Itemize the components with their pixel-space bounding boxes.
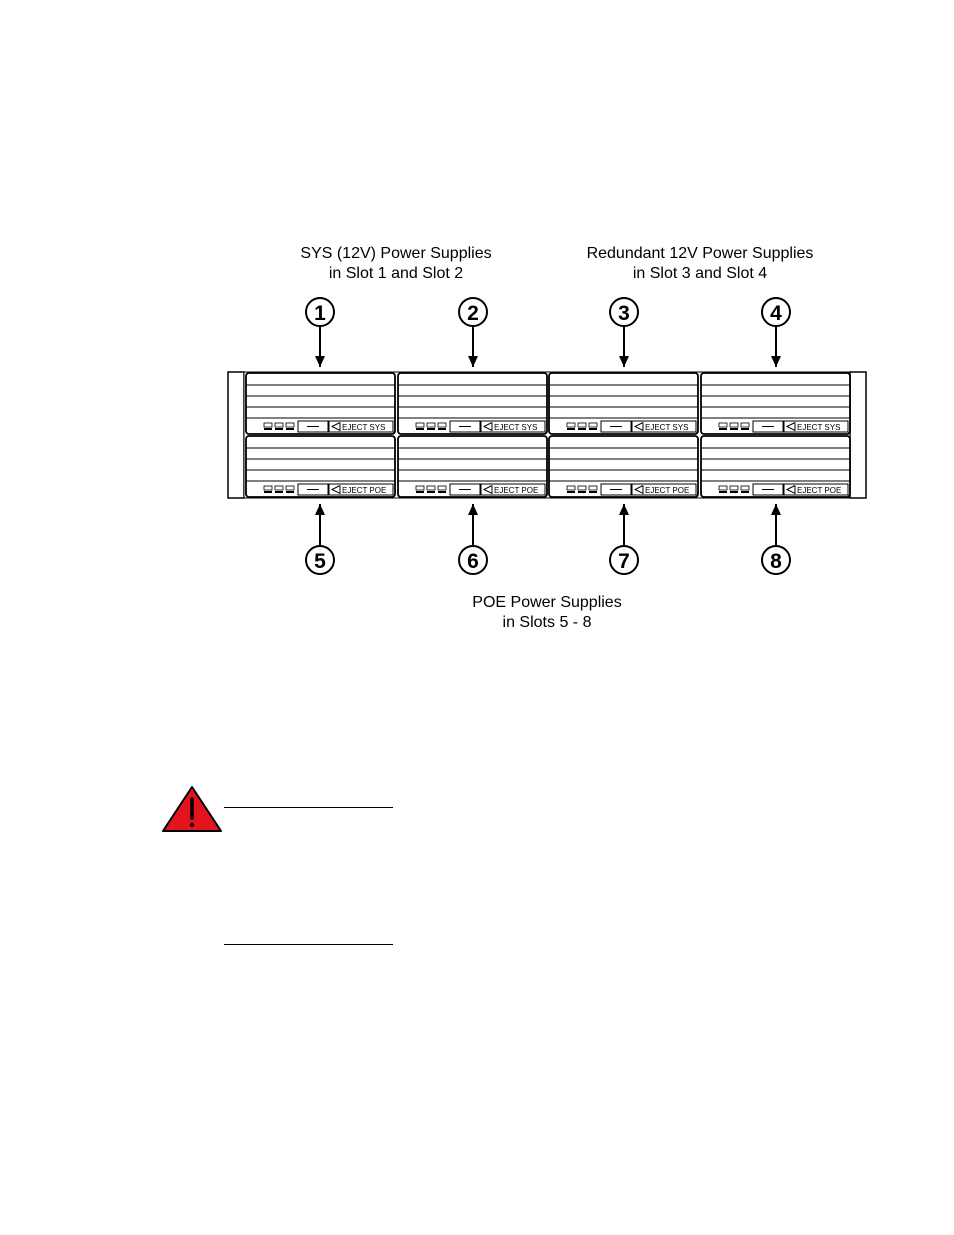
status-led <box>286 423 294 427</box>
callout-arrowhead <box>468 356 478 367</box>
status-led <box>589 486 597 490</box>
callout-number: 3 <box>618 302 630 325</box>
status-led <box>416 486 424 490</box>
status-led <box>438 486 446 490</box>
status-led <box>719 486 727 490</box>
caption-redundant-line1: Redundant 12V Power Supplies <box>586 245 814 262</box>
callout-arrowhead <box>315 504 325 515</box>
power-supply-slot-8 <box>701 436 850 497</box>
power-supply-slot-1 <box>246 373 395 434</box>
status-led <box>264 423 272 427</box>
chassis-ear-right <box>850 372 866 498</box>
led-label <box>275 491 283 493</box>
callout-arrowhead <box>315 356 325 367</box>
callout-number: 2 <box>467 302 479 325</box>
callout-arrowhead <box>468 504 478 515</box>
callout-arrowhead <box>619 504 629 515</box>
led-label <box>416 491 424 493</box>
eject-label: EJECT SYS <box>342 423 386 432</box>
eject-label: EJECT POE <box>342 486 387 495</box>
status-led <box>578 486 586 490</box>
led-label <box>719 428 727 430</box>
led-label <box>427 428 435 430</box>
power-supply-slot-3 <box>549 373 698 434</box>
callout-slot-3 <box>610 298 638 367</box>
led-label <box>578 428 586 430</box>
callout-slot-2 <box>459 298 487 367</box>
status-led <box>427 486 435 490</box>
eject-label: EJECT POE <box>494 486 539 495</box>
led-label <box>416 428 424 430</box>
led-label <box>427 491 435 493</box>
eject-label: EJECT SYS <box>494 423 538 432</box>
led-label <box>719 491 727 493</box>
caption-poe-line1: POE Power Supplies <box>472 594 622 611</box>
status-led <box>719 423 727 427</box>
chassis <box>228 372 866 498</box>
status-led <box>438 423 446 427</box>
led-label <box>286 491 294 493</box>
led-label <box>286 428 294 430</box>
led-label <box>438 428 446 430</box>
caption-redundant-line2: in Slot 3 and Slot 4 <box>632 265 768 282</box>
warning-rule-bottom <box>224 944 393 945</box>
callout-number: 7 <box>618 550 630 573</box>
eject-label: EJECT SYS <box>797 423 841 432</box>
led-label <box>567 491 575 493</box>
status-led <box>416 423 424 427</box>
status-led <box>286 486 294 490</box>
status-led <box>567 423 575 427</box>
led-label <box>741 491 749 493</box>
eject-label: EJECT POE <box>645 486 690 495</box>
callout-slot-4 <box>762 298 790 367</box>
callout-slot-6 <box>459 504 487 574</box>
led-label <box>264 491 272 493</box>
warning-rule-top <box>224 807 393 808</box>
power-supply-slot-2 <box>398 373 547 434</box>
led-label <box>578 491 586 493</box>
callout-slot-8 <box>762 504 790 574</box>
status-led <box>589 423 597 427</box>
led-label <box>567 428 575 430</box>
power-supply-slot-6 <box>398 436 547 497</box>
led-label <box>730 428 738 430</box>
led-label <box>438 491 446 493</box>
power-supply-slot-7 <box>549 436 698 497</box>
led-label <box>589 491 597 493</box>
status-led <box>741 423 749 427</box>
callout-slot-1 <box>306 298 334 367</box>
callout-number: 8 <box>770 550 782 573</box>
chassis-ear-left <box>228 372 244 498</box>
callout-arrowhead <box>771 356 781 367</box>
status-led <box>264 486 272 490</box>
callout-number: 5 <box>314 550 326 573</box>
led-label <box>264 428 272 430</box>
led-label <box>741 428 749 430</box>
power-supply-slot-5 <box>246 436 395 497</box>
status-led <box>567 486 575 490</box>
led-label <box>275 428 283 430</box>
led-label <box>589 428 597 430</box>
status-led <box>427 423 435 427</box>
status-led <box>578 423 586 427</box>
caption-sys-line1: SYS (12V) Power Supplies <box>300 245 492 262</box>
caption-sys-line2: in Slot 1 and Slot 2 <box>328 265 464 282</box>
callout-slot-7 <box>610 504 638 574</box>
callout-number: 4 <box>770 302 782 325</box>
status-led <box>275 423 283 427</box>
callout-number: 1 <box>314 302 326 325</box>
callout-arrowhead <box>619 356 629 367</box>
eject-label: EJECT POE <box>797 486 842 495</box>
callout-number: 6 <box>467 550 479 573</box>
led-label <box>730 491 738 493</box>
callout-slot-5 <box>306 504 334 574</box>
status-led <box>730 486 738 490</box>
eject-label: EJECT SYS <box>645 423 689 432</box>
warning-triangle-icon <box>163 787 221 831</box>
status-led <box>730 423 738 427</box>
status-led <box>275 486 283 490</box>
callout-arrowhead <box>771 504 781 515</box>
status-led <box>741 486 749 490</box>
caption-poe-line2: in Slots 5 - 8 <box>502 614 592 631</box>
power-supply-slot-4 <box>701 373 850 434</box>
